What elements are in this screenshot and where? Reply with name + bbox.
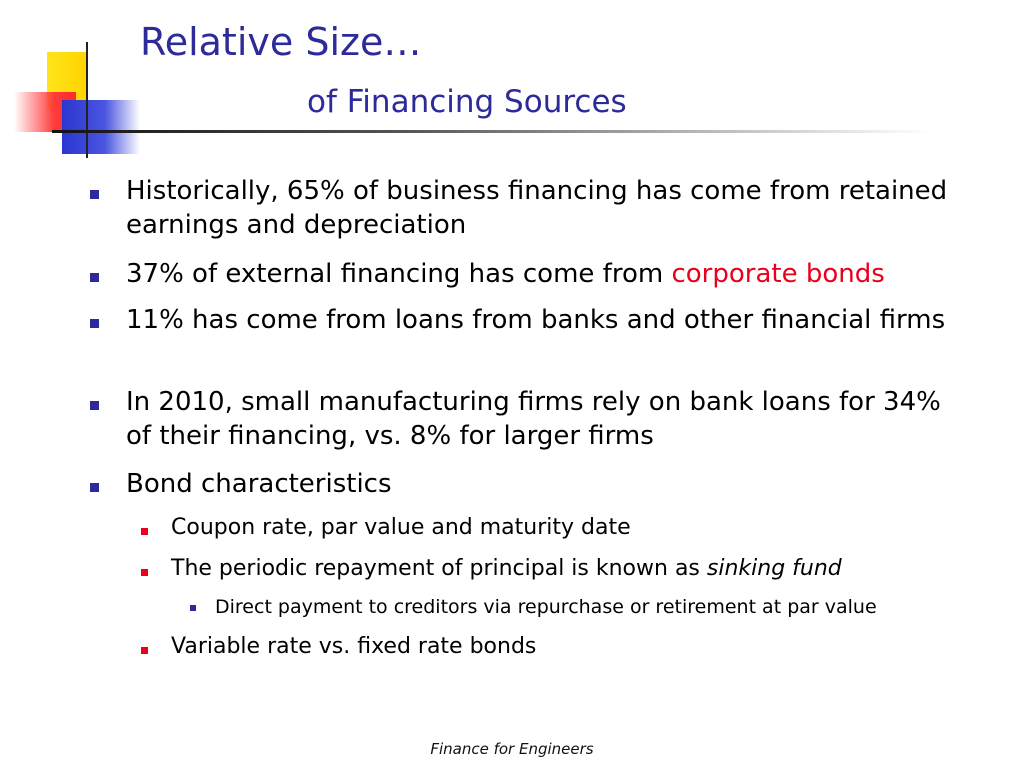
blue-square-decoration <box>62 100 140 154</box>
sub-bullet-text <box>171 555 991 584</box>
square-bullet-icon <box>90 483 99 492</box>
square-bullet-icon <box>90 401 99 410</box>
square-bullet-icon <box>141 528 148 535</box>
title-underline-rule <box>52 130 932 133</box>
sub-sub-bullet-text: Direct payment to creditors via repurchase or retirement at par value <box>215 596 877 618</box>
sub-bullet-text-plain: The periodic repayment of principal is known as <box>171 556 707 581</box>
square-bullet-icon <box>90 273 99 282</box>
bullet-text: Bond characteristics <box>126 469 392 499</box>
title-decoration <box>0 0 160 170</box>
bullet-text: 11% has come from loans from banks and other financial firms <box>126 305 946 335</box>
highlight-text: corporate bonds <box>671 259 885 289</box>
sub-bullet-text: Variable rate vs. fixed rate bonds <box>171 634 537 659</box>
bullet-text-plain: 37% of external financing has come from <box>126 259 672 289</box>
bullet-text: Historically, 65% of business financing has come from retained earnings and depreciation <box>126 176 948 240</box>
bullet-text <box>126 258 956 292</box>
square-bullet-icon <box>90 190 99 199</box>
square-bullet-icon <box>141 569 148 576</box>
square-bullet-icon <box>141 647 148 654</box>
vertical-rule <box>86 42 88 158</box>
slide-footer: Finance for Engineers <box>430 740 594 758</box>
emphasis-text: sinking fund <box>706 556 842 581</box>
slide-subtitle: of Financing Sources <box>307 84 627 120</box>
square-bullet-icon <box>190 605 196 611</box>
sub-bullet-text: Coupon rate, par value and maturity date <box>171 515 631 540</box>
bullet-text: In 2010, small manufacturing firms rely on bank loans for 34% of their financing, vs. 8% for larger firms <box>126 387 941 451</box>
square-bullet-icon <box>90 319 99 328</box>
slide-title: Relative Size… <box>140 20 422 64</box>
